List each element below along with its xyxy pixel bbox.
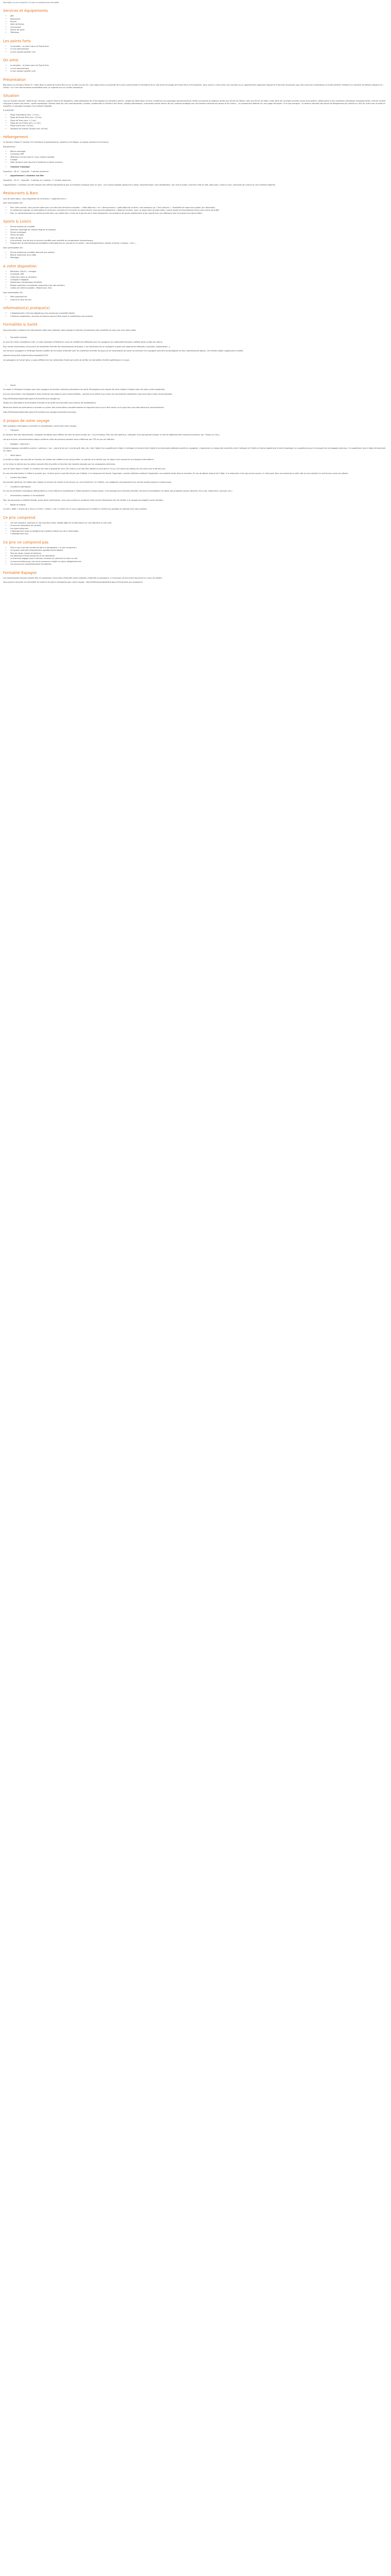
list-item: • Tennis de table xyxy=(10,234,388,236)
sports-paid-list xyxy=(3,251,388,259)
list-item: • Télévision à écran plat 22" avec chaînes satellite xyxy=(10,156,388,159)
breadcrumb[interactable]: Description Ce prix comprend / Ce prix ne comprend pas Formalités xyxy=(3,2,59,4)
list-item: • Piscine xyxy=(10,21,388,23)
highlights-list xyxy=(3,45,388,53)
about-intro: Voici quelques informations à prendre en considération concernant votre voyage. xyxy=(3,425,77,427)
list-item: • La situation : en plein cœur de Puerto Rico xyxy=(10,64,388,67)
list-item: • Tout ce qui n'est pas mentionné dans le paragraphe « Le prix comprend » xyxy=(10,547,388,549)
about-text: En cas d'arrivée tardive à l'hôtel le premier jour, le dîner peut ne pas être fourni par l'hôtelier si le restaurant est fermé. Cependant, certains hôteliers mettent à disposition une assiette froide dans la chambre. En cas de départ matinal de l'hôtel, si le restaurant n'est pas encore ouvert, le client peut faire une demande la veille afin qu'une collation lui soit fournie avant son départ. xyxy=(3,472,349,474)
formalities-text: Un séjour à l'étranger implique pour tout voyageur de prendre certaines précautions de santé. Renseignez-vous auprès de votre médecin traitant et/ou de votre centre hospitalier. xyxy=(3,388,166,391)
formalities-text: Les passagers en transit dans un pays différent de leur destination finale sont priés de vérifier les formalités d'entrée spécifiques à ce pays. xyxy=(3,359,130,361)
formality-spain-text: Les ressortissants français doivent être en possession d'une pièce d'identité (carte nationale d'identité ou passeport), à l'exclusion de tout autre document en cours de validité. xyxy=(3,577,162,579)
stay-heading-item: • Votre séjour xyxy=(10,454,388,457)
room-type-list-2 xyxy=(3,175,388,177)
about-text: De manière générale, les hôtels sont classés en termes de confort et de service sur une échelle de 2 à 5 étoiles, ces catégories correspondent aux normes locales propres à chaque pays. xyxy=(3,481,172,483)
about-title: À propos de votre voyage xyxy=(3,418,50,423)
available-title: A votre disposition xyxy=(3,264,37,268)
list-item: • Canapé xyxy=(10,159,388,161)
list-item: • L'hébergement selon la catégorie de chambre choisie lors de la réservation xyxy=(10,530,388,533)
available-paid-label: Avec participation (€) : xyxy=(3,291,24,294)
excludes-list xyxy=(3,547,388,566)
about-text: Pour les personnes à mobilité réduite, avant toute confirmation, nous vous invitons à contacter notre service réservation afin de vérifier si le voyage est adapté à votre situation. xyxy=(3,499,164,501)
list-item: • Connexion Wifi xyxy=(10,153,388,156)
formality-spain-link[interactable]: Vous pouvez consulter les formalités de santé et de police nécessaires pour votre voyage : http://XXXX/www.diplomatie.gouv.fr/fr/conseils-aux-voyageurs/ xyxy=(3,581,143,584)
room-sea-view-desc: Superficie : 34 m² - Capacité : 3 adultes ou 2 adultes + 1 enfant maximum xyxy=(3,179,71,182)
list-item: • Programme de divertissements quotidiens internationaux en journée et en soirée : concerts/spectacles, soirées à thème, musique « live »… xyxy=(10,242,388,245)
equipment-list xyxy=(3,150,388,164)
list-item: • Massages xyxy=(10,257,388,259)
list-item: • Petit supermarché xyxy=(10,296,388,298)
about-text: Certains bagages considérés comme « spéciaux » (ex. : planche de surf, club de golf, vélo, etc.) font l'objet d'un supplément à régler à l'aéroport et doivent faire l'objet d'une demande préalable auprès du voyagiste. L'organisme en charge des transferts entre l'aéroport et l'hôtel se réserve également le droit d'appliquer un supplément pour le transport de ces bagages spéciaux. Ce supplément sera à régler directement sur place. xyxy=(3,447,386,452)
list-item: • Salle de bains avec douche à l'italienne et sèche-cheveux xyxy=(10,161,388,164)
formalities-text: Pour toutes informations concernant les formalités d'entrée des ressortissants étrangers, il est nécessaire de se renseigner auprès des organismes adéquats (consulats, ambassades...). xyxy=(3,345,171,348)
transport-heading-item: • Transport xyxy=(10,429,388,432)
list-item: • Plage de Puerto Rico (env. 1,8 km) xyxy=(10,116,388,119)
about-text: Les prix et jours, acheminements depuis certaines villes de province peuvent aussi s'effectuer par TGV ou par vol intérieur. xyxy=(3,438,115,440)
sports-title: Sports & Loisirs xyxy=(3,219,31,224)
list-item: • Certaines installations, services et horaires peuvent être sujets à modification sans préavis. xyxy=(10,315,388,318)
comfort-heading xyxy=(3,477,388,479)
situation-title: Situation xyxy=(3,94,20,98)
list-item: • Plage d'Amadores (env. 1,3 km) xyxy=(10,114,388,116)
list-item: • Cartes de crédit acceptées : MasterCard, Visa xyxy=(10,287,388,290)
list-item: • Balcon aménagé xyxy=(10,150,388,153)
list-item: • Playa de Tauro (env. 2,1 km) xyxy=(10,120,388,122)
health-heading-item: • Santé xyxy=(10,384,388,387)
list-item: • Salle de fitness xyxy=(10,23,388,26)
love-title: On aime xyxy=(3,58,19,63)
list-item: • Aéroport de Grande Canarie (env. 46 km) xyxy=(10,128,388,130)
service-public-link[interactable]: www.service-public.fr/particuliers/vosdroits/F1922 xyxy=(3,354,48,357)
list-item: • Restaurant xyxy=(10,18,388,21)
bag-heading-item: • Bagages « spéciaux » xyxy=(10,443,388,446)
list-item: • L'hébergement seul xyxy=(10,533,388,535)
restaurants-intro: Lors de votre séjour, vous disposerez de la formule « Logement seul ». xyxy=(3,197,68,200)
list-item: • Wifi xyxy=(10,15,388,18)
sports-list xyxy=(3,226,388,245)
list-item: • Laverie en libre service xyxy=(10,299,388,301)
includes-list xyxy=(3,522,388,535)
about-text: Le tarif « bébé » (moins de 2 ans) ou le tarif « enfant » (de 2 à moins de 12 ans) s'applique pour le bébé ou l'enfant qui partage la chambre avec deux adultes. xyxy=(3,508,148,511)
list-item: • La situation : en plein cœur de Puerto Rico xyxy=(10,45,388,48)
formalities-text: Les mineurs voyageant à l'étranger doivent justifier de leur pièce d'identité (voir les conditions d'entrée du pays) et de l'autorisation de sortie du territoire s'ils voyagent sans être accompagnés de leurs représentants légaux. Les mêmes règles s'appliquent au bébé. xyxy=(3,350,243,352)
stay-heading xyxy=(3,454,388,457)
baby-heading-item: • Bébés et enfants xyxy=(10,504,388,506)
presentation-title: Présentation xyxy=(3,77,26,82)
list-item: • Piscine extérieure chauffée réservée aux adultes xyxy=(10,251,388,254)
services-title: Services et équipements xyxy=(3,9,48,13)
list-item: • Pour un rafraîchissement en pleine journée et/ou une petite faim, le bar de la piscine est à votre disposition. Les amateurs de sports apprécieront le bar sportif avec ses diffusions tout en prenant une bonne bière. xyxy=(10,212,388,215)
list-item: • Terrain multisport xyxy=(10,231,388,234)
bag-heading xyxy=(3,443,388,446)
list-item: • Piscine extérieure chauffée xyxy=(10,226,388,228)
formalities-intro: Vous trouverez ci-dessous les informations utiles pour préparer votre voyage et prendre connaissance des actualités du pays que vous allez visiter. xyxy=(3,329,137,331)
accessibility-heading xyxy=(3,495,388,497)
list-item: • Les assurances complémentaires facultatives xyxy=(10,563,388,566)
about-text: En fonction des vols sélectionnés, l'aéroport de départ peut différer de celui de votre arrivée (ex : Orly et Roissy). Pour les vols spéciaux, l'aéroport n'est pas garanti lorsque la ville de départ/arrivée comprend plusieurs (ex : Roissy ou Orly). xyxy=(3,434,220,436)
situation-text: Cap sur Grande Canarie ! Décliné par l'Unesco, comme réserve de biosphère, cette destination de choix dispose de nombreux atouts : plages de sable blanc et eaux cristallines aux paysages impressionnants, forêts luxuriantes et plateaux arides aux allures de désert. Avec ses 60 km de côtes, cette perle de l'archipel canarien saura vous séduire. Idéale grâce à ses conditions climatiques exceptionnelles, Grande Canarie conjugue à toutes vos envies : sports aquatiques, flânerie dans les rues commerçantes, musées, randonnées à l'intérieur des Terres, villages pittoresques, surprenants bords marins de Las Canteras protégés par une barrière naturelle de pierres et de coraux… ou simplement détente sur une plage tranquille ! À ne pas manquer : la réserve naturelle des dunes de Maspalomas qui s'étend sur 400 ha, entre mer et sable et constitue un paysage sauvage d'une beauté inégalée. xyxy=(3,100,386,107)
room-classic-desc: Superficie : 28 m² - Capacité : 2 adultes maximum xyxy=(3,170,49,173)
formalities-text: Au sein de l'Union européenne (UE), la carte nationale d'identité en cours de validité est suffisante pour les voyageurs de nationalité française (validité après la date de retour). xyxy=(3,341,163,343)
list-item: • Connexion Wifi xyxy=(10,273,388,276)
list-item: • Les dépenses d'ordre personnel et les pourboires xyxy=(10,555,388,557)
diplomatie-link[interactable]: http://XXXX/www.diplomatie.gouv.fr/fr/conseils-aux-voyageurs/ xyxy=(3,397,60,400)
info-title: Information(s) pratique(s) xyxy=(3,306,50,311)
about-text: En cas de conditions climatiques défavorables ou d'une affluence insuffisante à l'hôtel pendant la basse saison, il est possible que certaines activités, services et installations ne soient pas proposés (sports collectifs, mini-club, restaurants, piscines, etc.). xyxy=(3,490,233,493)
list-item: • Salle de sport xyxy=(10,237,388,240)
restaurants-title: Restaurants & Bars xyxy=(3,191,38,196)
comfort-heading-item: • Confort des hôtels xyxy=(10,477,388,479)
list-item: • Plage de Los Frailes (env. 4,1 km) xyxy=(10,122,388,125)
list-item: • La taxe touristique par nuit et par personne à régler sur place obligatoirement xyxy=(10,561,388,563)
page xyxy=(0,0,391,584)
room-sea-view: • Appartement 1 chambre vue Mer xyxy=(10,175,388,177)
list-item: • Étages supérieurs accessibles uniquement par des escaliers xyxy=(10,284,388,287)
includes-title: Ce prix comprend xyxy=(3,516,36,520)
list-item: • Pour votre confort, vous pourrez opter pour une des trois formules suivantes : « Petit-déjeuner » ou « Demi-pension » (petit-déjeuner et dîner, hors boissons) ou « Tout compris » ; Possibilité de repas sans gluten (sur demande). xyxy=(10,207,388,209)
highlights-title: Les points forts xyxy=(3,39,31,43)
list-item: • Coffre-fort (dans la chambre) xyxy=(10,276,388,279)
list-item: • Playa d'Anfi (env. 4,6 km) xyxy=(10,125,388,127)
list-item: • Le restaurant propose un petit-déjeuner varié pour commencer la journée en pleine forme. Vous pourrez également « déjeuner et dîner, avec un large choix de plats salés, cuisine locale et internationale servis sous forme de buffet. xyxy=(10,209,388,212)
list-item: • Club enfant xyxy=(10,26,388,29)
available-paid-list xyxy=(3,296,388,301)
list-item: • Le bon rapport qualité / prix xyxy=(10,51,388,54)
list-item: • Les taxes aériennes xyxy=(10,528,388,530)
list-item: • La hausse carburant (réajustement possible avant départ) xyxy=(10,549,388,552)
formalities-entry-heading xyxy=(3,336,388,339)
list-item: • Consigne à bagages xyxy=(10,279,388,281)
about-text: La durée du séjour est calculée en fonction du nombre de nuitées et non de journées. Le premier et le dernier jour du séjour sont consacrés au transport international. xyxy=(3,459,154,461)
list-item: • La franchise bagage (soit à mention contraire au moment du choix du vol) xyxy=(10,557,388,560)
formality-spain-title: Formalité Espagne xyxy=(3,570,37,575)
list-item: • Terrain de sport xyxy=(10,29,388,31)
accessibility-heading-item: • Informations relatives à l'accessibilité xyxy=(10,495,388,497)
accommodation-intro: Le Servatur Riosol 3* compte 219 chambres et appartements, répartis sur 8 étages, au design moderne et lumineux. xyxy=(3,141,109,144)
list-item: • La vue panoramique xyxy=(10,48,388,50)
list-item: • L'établissement n'est pas adapté pour les personnes à mobilité réduite. xyxy=(10,312,388,315)
diplomatie-country-link[interactable]: http://XXXX/www.diplomatie.gouv.fr/fr/conseils-aux-voyageurs/conseils-par-pays/ xyxy=(3,411,76,413)
list-item: • Télévision xyxy=(10,31,388,34)
room-sea-view-text: L'appartement 1 chambre vue Mer dispose des mêmes équipements que la Chambre Classique avec en plus : une cuisine équipée (plaque de cuisson vitrocéramique, mini-réfrigérateur, four micro-ondes, machine à thé et café, grille-pain, cuiseur à eau, ustensiles de cuisine) et une chambre séparée. xyxy=(3,183,276,186)
conditions-heading-item: • Conditions spécifiques xyxy=(10,486,388,488)
formalities-text: Toutes les informations de formalités d'entrée et de santé sont données sous réserve de modifications. xyxy=(3,402,96,404)
presentation-text: Bienvenue au Servatur Riosol 3* ! Situé dans la vallée de Puerto Rico et sur la côte sud de l'île, vous séjournerez à proximité de la zone commerciale et récréative de la ville entre les plages de Puerto Rico et d'Amadores. Vous aurez le choix entre une chambre ou un appartement largement équipé et la formule de pension pour des vacances confortables en toute sérénité. Profitez d'un moment de détente absolue et « chillez » sur l'une des terrasses ensoleillées avec un superbe vue sur l'océan Atlantique. xyxy=(3,83,384,89)
list-item: • Le taux de rafale/taxe de carbone xyxy=(10,524,388,527)
info-list xyxy=(3,312,388,317)
nearby-list xyxy=(3,114,388,130)
formalities-text: Retrouvez toutes les précautions à prendre sur place, des informations complémentaires et apprenez tout ce qu'il faut savoir sur le pays que vous allez découvrir prochainement. xyxy=(3,406,165,409)
transport-heading xyxy=(3,429,388,432)
list-item: • Distributeur automatique de billets xyxy=(10,281,388,284)
love-list xyxy=(3,64,388,72)
formalities-text: Aucune vaccination n'est obligatoire mais certaines vaccinations sont recommandées ; assurez-vous d'être à jour dans vos vaccinations habituelles mais aussi dans celles recommandées. xyxy=(3,393,173,395)
excludes-title: Ce prix ne comprend pas xyxy=(3,540,48,545)
available-list xyxy=(3,270,388,290)
restaurants-paid-label: Avec participation (€) : xyxy=(3,202,24,205)
list-item: • Réception 24h/24 - Consigne xyxy=(10,270,388,273)
entry-heading: • Formalité d'entrée xyxy=(10,336,388,339)
about-text: Lors de votre séjour à l'hôtel, la chambre est mise à disposition vers 15h (check-in) et doit être libérée au plus tard à 11h ou 12h (selon les hôtels) lors du check-out le dernier jour. xyxy=(3,467,166,470)
baby-heading xyxy=(3,504,388,506)
restaurants-list xyxy=(3,207,388,214)
equipment-label: Équipements : xyxy=(3,146,17,148)
list-item: • Tous les repas, snacks et boissons xyxy=(10,552,388,555)
about-text: Le 1er et/ou le dernier jour du séjour peuvent être écourtés en fonction des horaires imposés par les compagnies aériennes. xyxy=(3,463,116,466)
conditions-heading xyxy=(3,486,388,488)
health-heading xyxy=(3,384,388,387)
room-type-list xyxy=(3,166,388,168)
accommodation-title: Hébergement xyxy=(3,135,28,140)
list-item: • Le bon rapport qualité / prix xyxy=(10,70,388,73)
nearby-label: À proximité : xyxy=(3,109,15,112)
sports-paid-label: Avec participation (€) : xyxy=(3,246,24,249)
list-item: • Solarium aménagé de chaises longues et parasols xyxy=(10,229,388,231)
list-item: • La vue panoramique xyxy=(10,67,388,70)
services-list xyxy=(3,15,388,34)
list-item: • Billard, baby-foot, jeux vidéo xyxy=(10,254,388,257)
formalities-title: Formalités & Santé xyxy=(3,323,38,327)
room-classic: • Chambre Classique xyxy=(10,166,388,168)
list-item: • Club enfants, aire de jeux et piscine chauffée avec activités et encadrement internationaux xyxy=(10,240,388,242)
list-item: • Les vols réguliers, spéciaux ou low cost aller-retour (bébés âgés de la réservation sur vols réguliers ou low cost) xyxy=(10,522,388,524)
